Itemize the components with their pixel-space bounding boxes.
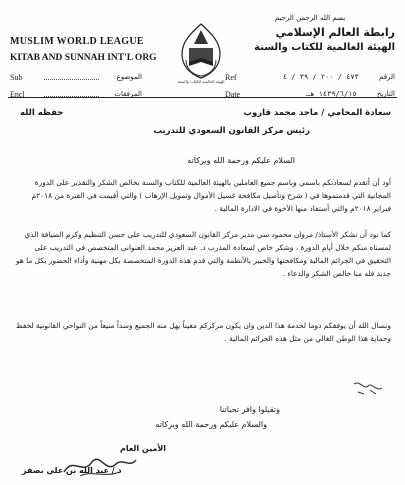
reference-value: ٤٧٣ / ٢٠٠ / ٣٩ / ٤ xyxy=(282,73,359,81)
closing-salutation: والسلام عليكم ورحمة الله وبركاته xyxy=(155,420,267,429)
handwritten-initials xyxy=(350,378,386,398)
subject-dotted-line xyxy=(44,73,99,80)
reference-label-ar: الرقم xyxy=(379,73,395,81)
logo-caption: الهيئة العالمية للكتاب والسنة xyxy=(177,79,225,84)
reference-field xyxy=(225,73,395,81)
org-subname-en: KITAB AND SUNNAH INT'L ORG xyxy=(10,53,157,63)
greeting: السلام عليكم ورحمة الله وبركاته xyxy=(187,156,295,165)
date-label-en: Date xyxy=(225,90,241,99)
date-label-ar: التاريخ xyxy=(376,90,395,98)
subject-label-ar: الموضوع xyxy=(116,73,142,81)
subject-field xyxy=(10,73,142,82)
closing-regards: وتقبلوا وافر تحياتنا xyxy=(219,405,280,414)
enclosure-dotted-line xyxy=(44,90,99,97)
org-name-ar: رابطة العالم الإسلامي xyxy=(275,26,395,39)
addressee-title: رئيس مركز القانون السعودي للتدريب xyxy=(153,126,310,136)
org-subname-ar: الهيئة العالمية للكتاب والسنة xyxy=(254,42,395,53)
handwritten-signature xyxy=(60,450,140,480)
signatory-name: د / عبد الله بن علي بصفر xyxy=(22,466,122,475)
paragraph-2: كما نود أن نشكر الأستاذ/ مروان محمود سي مدير مركز القانون السعودي للتدريب على حسن التنظيم وكرم الضيافة الذي لمسناه منكم خلال أيام الدورة ، وشكر خاص لسعادة المدرب د. عبد العزيز محمد العنوانى المتخصص في التدريب على التحقيق في الجرائم المالية ومكافحتها والخبير بالأنظمة والتي قدم هذه الدورة المتخصصة بكل مهنية وأداء الحضور بكل ما هو جديد فله منا خالص الشكر والدعاء . xyxy=(16,230,391,278)
date-value: ١٤٣٩/٦/١٥ هـ xyxy=(306,90,357,98)
org-name-en: MUSLIM WORLD LEAGUE xyxy=(10,36,144,47)
addressee: سعادة المحامي / ماجد محمد قاروب xyxy=(243,108,391,118)
paragraph-1: أود أن أتقدم لسعادتكم باسمي وباسم جميع العاملين بالهيئة العالمية للكتاب والسنة بخالص الشكر والتقدير على الدورة المجانية التي قدمتموها في ( شرح وتأصيل مكافحة غسيل الأموال وتمويل الإرهاب ) والتي أقيمت في الفترة من ٢٠١٨م فبراير ٢٠١٨م والتي أستفاد منها الأخوة في الادارة المالية . xyxy=(31,178,391,213)
enclosure-label-en: Encl xyxy=(10,90,25,99)
header-divider xyxy=(8,97,397,98)
letterhead-english xyxy=(10,36,160,63)
subject-label-en: Sub xyxy=(10,73,23,82)
letterhead-arabic xyxy=(225,14,395,53)
paragraph-3: ونسال الله أن يوفقكم دوما لخدمة هذا الدين وان يكون مركزكم معيناً يهل منه الجميع وسداً منيعاً من النواحي القانونية لحفظ وحماية هذا الوطن الغالي من مثل هذه الجرائم المالية . xyxy=(15,321,391,343)
enclosure-label-ar: المرفقات xyxy=(114,90,142,98)
basmala: بسم الله الرحمن الرحيم xyxy=(274,14,346,22)
signatory-title: الأمين العام xyxy=(120,444,167,453)
organization-logo-icon xyxy=(172,20,230,84)
reference-label-en: Ref xyxy=(225,73,237,82)
honorific: حفظه الله xyxy=(20,108,64,118)
